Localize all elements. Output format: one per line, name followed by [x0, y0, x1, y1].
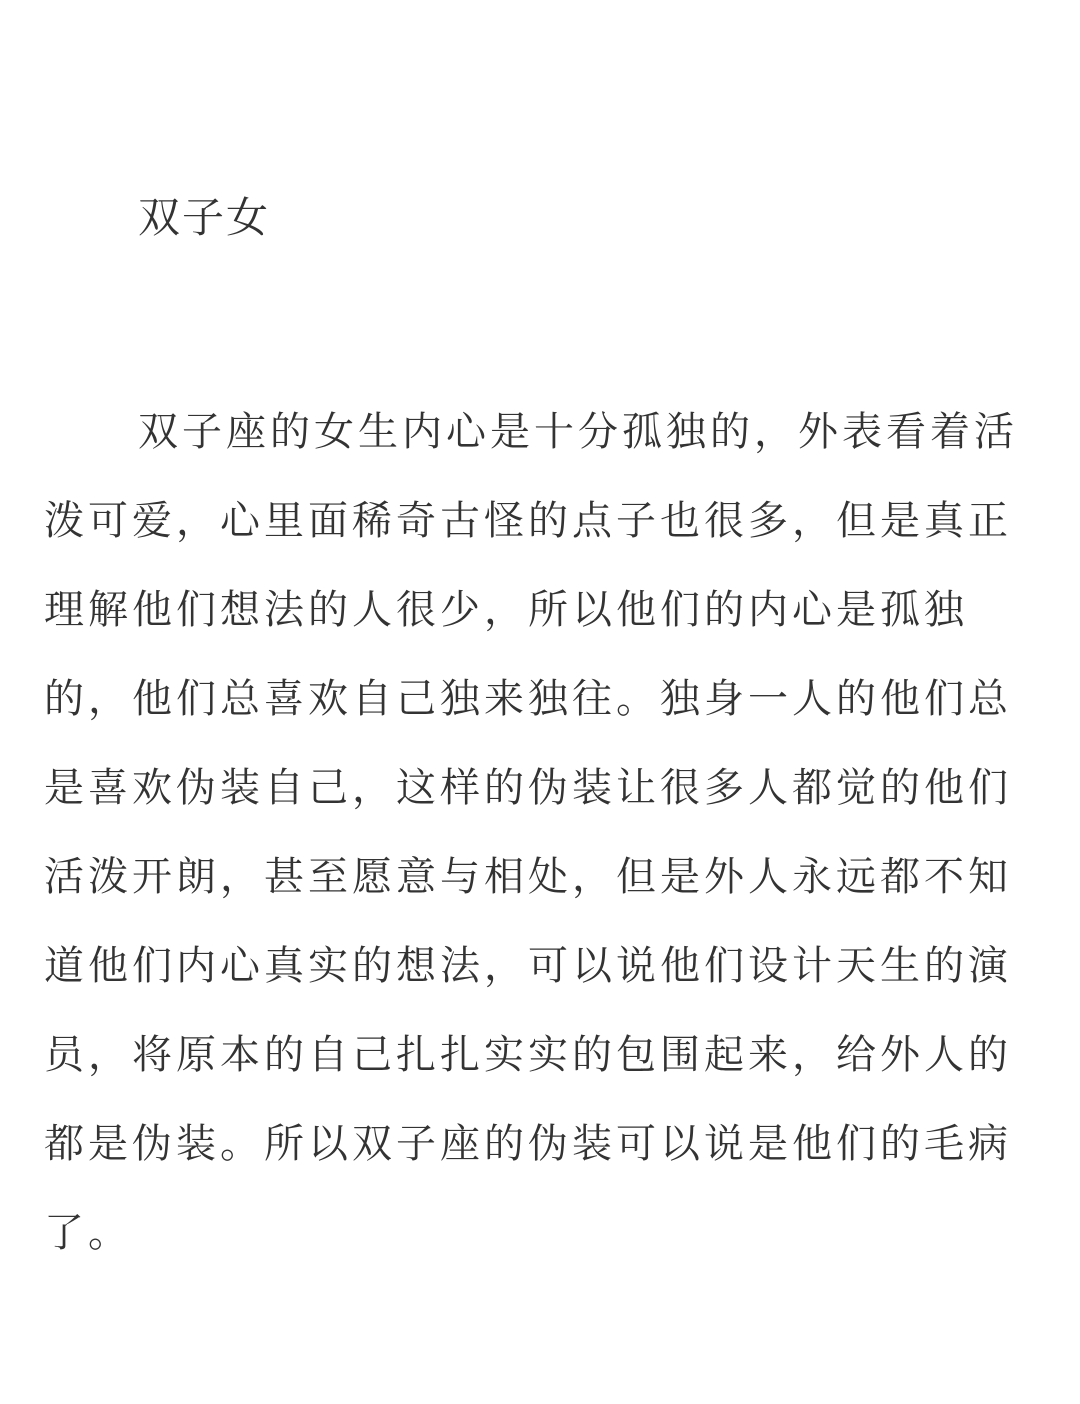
- article-line: 活泼开朗，甚至愿意与相处，但是外人永远都不知: [44, 854, 1012, 900]
- article-body: [44, 402, 1018, 1292]
- article-line: 泼可爱，心里面稀奇古怪的点子也很多，但是真正: [44, 498, 1012, 544]
- article-line: 道他们内心真实的想法，可以说他们设计天生的演: [44, 943, 1012, 989]
- article-line: 员，将原本的自己扎扎实实的包围起来，给外人的: [44, 1032, 1012, 1078]
- article-line: 是喜欢伪装自己，这样的伪装让很多人都觉的他们: [44, 765, 1012, 811]
- article-heading: 双子女: [138, 193, 271, 242]
- article-line: 理解他们想法的人很少，所以他们的内心是孤独: [44, 587, 968, 633]
- article-line: 双子座的女生内心是十分孤独的，外表看着活: [138, 409, 1018, 455]
- article-line: 的，他们总喜欢自己独来独往。独身一人的他们总: [44, 676, 1012, 722]
- article-line: 了。: [44, 1210, 132, 1256]
- article-line: 都是伪装。所以双子座的伪装可以说是他们的毛病: [44, 1121, 1012, 1167]
